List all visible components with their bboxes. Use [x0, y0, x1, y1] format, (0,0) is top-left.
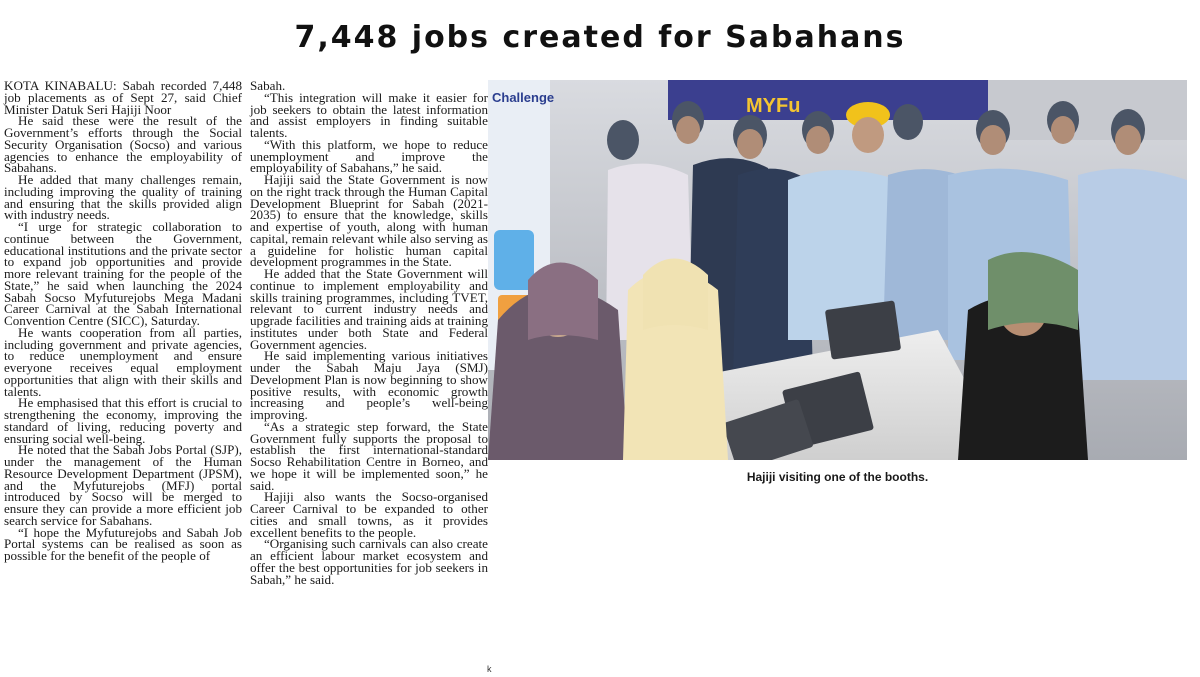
article-paragraph: He wants cooperation from all parties, including government and private agencies, to reduce unemployment and ensure everyone receives equal employment opportunities that align with their skills and talents. — [4, 324, 242, 399]
article-paragraph: Hajiji said the State Government is now on the right track through the Human Capital Development Blueprint for Sabah (2021-2035) to ensure that the knowledge, skills and expertise of youth, along with human capital, remain relevant while also serving as a guideline for holistic human capital development programmes in the State. — [250, 172, 488, 270]
article-paragraph: “As a strategic step forward, the State Government fully supports the proposal to establish the first international-standard Socso Rehabilitation Centre in Borneo, and we hope it will be implemented soon,” he said. — [250, 418, 488, 493]
banner-text: Challenge — [492, 90, 555, 105]
article-column-1 — [4, 80, 242, 562]
article-paragraph: He added that many challenges remain, including improving the quality of training and ensuring that the skills provided align with industry needs. — [4, 172, 242, 223]
article-column-2 — [250, 80, 488, 585]
photo-caption: Hajiji visiting one of the booths. — [746, 470, 929, 484]
article-paragraph: KOTA KINABALU: Sabah recorded 7,448 job placements as of Sept 27, said Chief Minister Datuk Seri Hajiji Noor — [4, 78, 242, 117]
news-photo — [488, 80, 1187, 460]
photo-illustration — [488, 80, 1187, 460]
myfuturejobs-banner — [668, 80, 988, 120]
article-paragraph: He emphasised that this effort is crucial to strengthening the economy, improving the standard of living, reducing poverty and ensuring social well-being. — [4, 395, 242, 446]
article-paragraph: “With this platform, we hope to reduce unemployment and improve the employability of Sabahans,” he said. — [250, 136, 488, 176]
article-paragraph: Sabah. — [250, 78, 286, 93]
article-paragraph: “I hope the Myfuturejobs and Sabah Job Portal systems can be realised as soon as possible for the benefit of the people of — [4, 524, 242, 563]
banner-text: MYFu — [746, 95, 801, 117]
article-paragraph: He said implementing various initiatives under the Sabah Maju Jaya (SMJ) Development Plan is now beginning to show positive results, with economic growth increasing and people’s well-being improving. — [250, 348, 488, 422]
article-paragraph: He noted that the Sabah Jobs Portal (SJP), under the management of the Human Resource Development Department (JPSM), and the Myfuturejobs (MFJ) portal introduced by Socso will be merged to ensure they can provide a more efficient job search service for Sabahans. — [4, 442, 242, 528]
article-paragraph: He said these were the result of the Government’s efforts through the Social Security Organisation (Socso) and various agencies to enhance the employability of Sabahans. — [4, 113, 242, 176]
article-paragraph: “I urge for strategic collaboration to continue between the Government, educational institutions and the private sector to expand job opportunities and provide more relevant training for the people of the State,” he said when launching the 2024 Sabah Socso Myfuturejobs Mega Madani Career Carnival at the Sabah International Convention Centre (SICC), Saturday. — [4, 219, 242, 328]
page-mark: k — [487, 664, 492, 674]
article-paragraph: Hajiji also wants the Socso-organised Career Carnival to be expanded to other cities and small towns, as it provides excellent benefits to the people. — [250, 489, 488, 540]
headline: 7,448 jobs created for Sabahans — [294, 20, 906, 55]
laptop — [825, 300, 901, 359]
article-paragraph: He added that the State Government will continue to implement employability and skills training programmes, including TVET, relevant to current industry needs and upgrade facilities and training aids at training institutes under both State and Federal Government agencies. — [250, 266, 488, 352]
article-paragraph: “Organising such carnivals can also create an efficient labour market ecosystem and offer the best opportunities for job seekers in Sabah,” he said. — [250, 536, 488, 587]
article-paragraph: “This integration will make it easier for job seekers to obtain the latest information and assist employers in finding suitable talents. — [250, 89, 488, 140]
